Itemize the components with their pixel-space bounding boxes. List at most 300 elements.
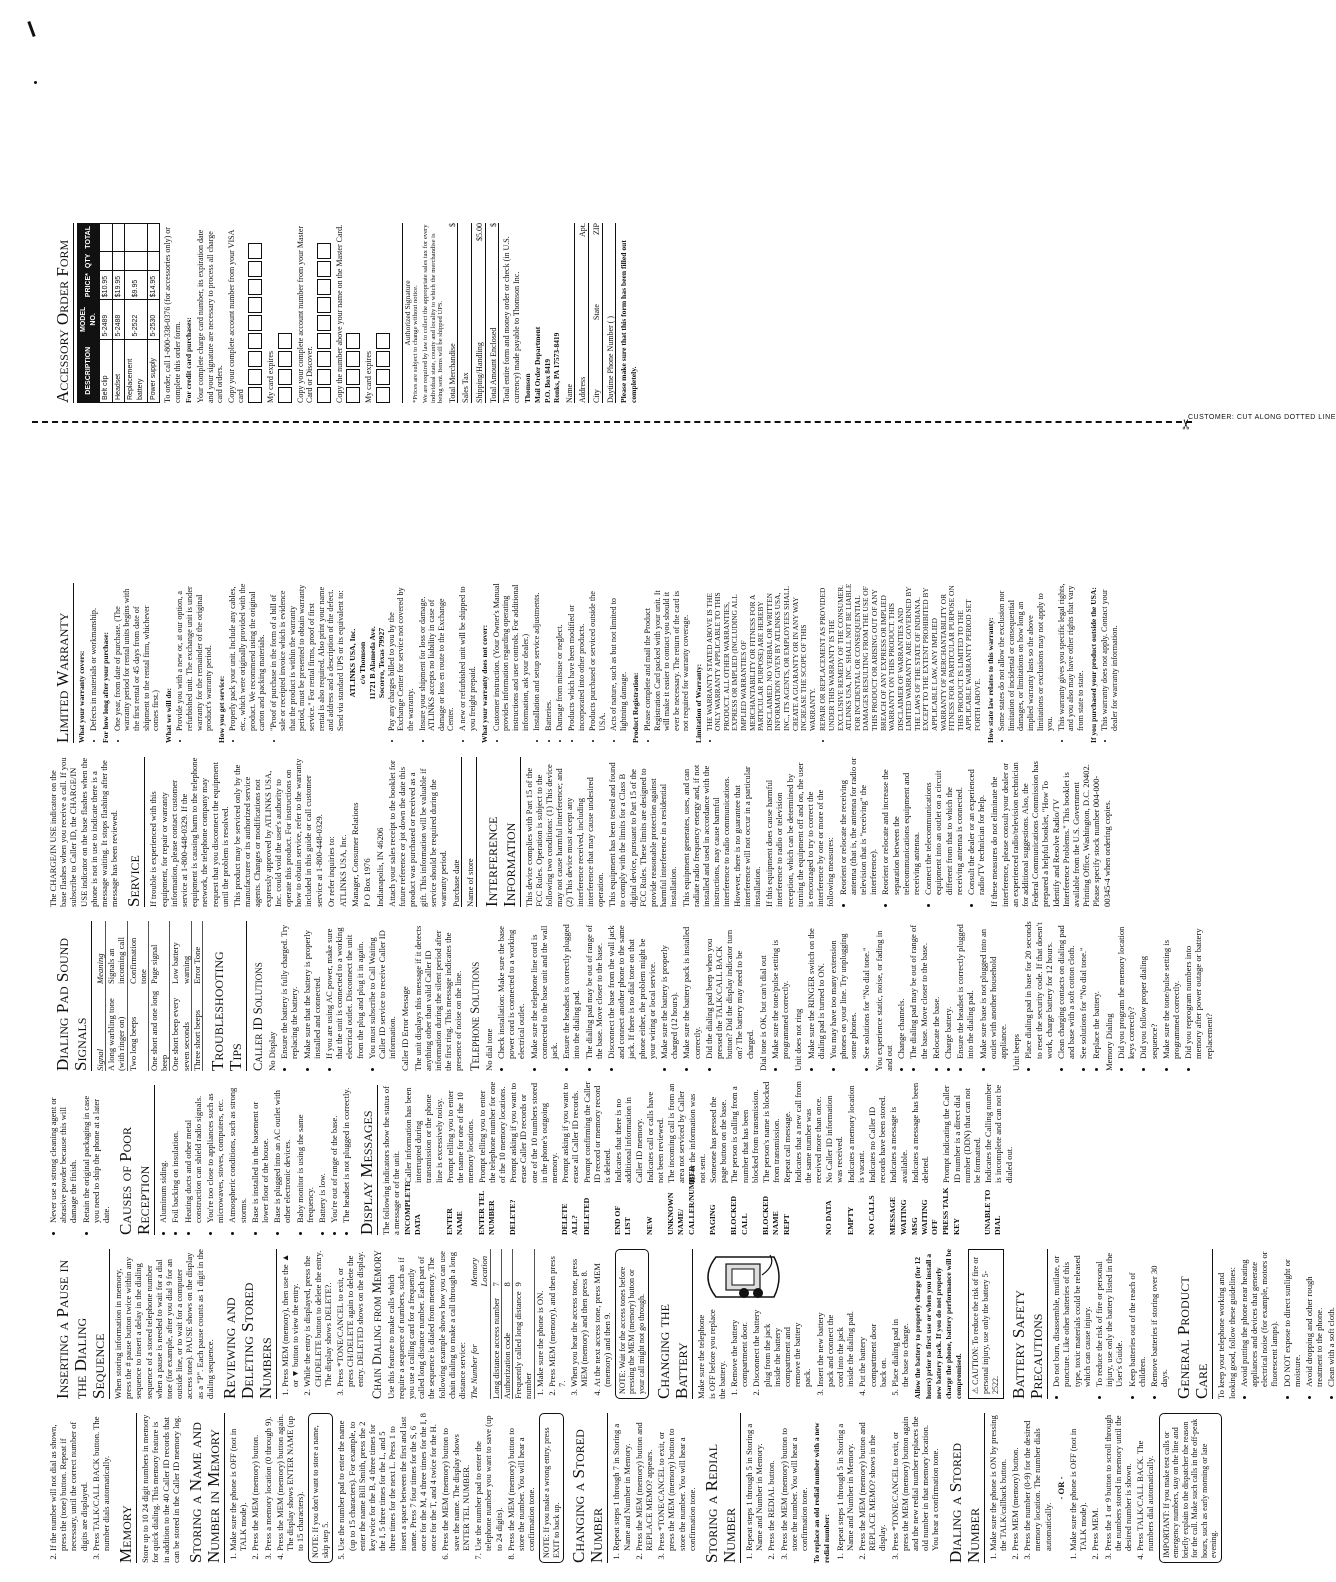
message-row (867, 1085, 887, 1235)
bullet-list (705, 583, 982, 743)
message-key: ENTER NAME (444, 1208, 464, 1235)
address-line: Socorro, Texas 79927 (376, 627, 386, 699)
list-item: • Make sure base is not plugged into an outlet with another household appliance. (977, 921, 1008, 1059)
list-item: • Customer instruction. (Your Owner's Manual provides information regarding operating instructions and user controls. For additional information, ask your dealer.) (491, 583, 529, 731)
table-row (112, 224, 125, 403)
message-row (781, 1081, 823, 1235)
message-row (581, 1081, 612, 1235)
signature-field[interactable]: Authorized Signature (401, 223, 412, 403)
table-head: MODEL NO. (77, 300, 99, 339)
bullet-list (643, 583, 691, 743)
steps-list (987, 1413, 1052, 1563)
message-row (403, 1085, 444, 1235)
address-line: ATLINKS USA, Inc. (337, 834, 348, 907)
mc-number-boxes[interactable] (316, 223, 330, 403)
message-row (559, 1082, 580, 1235)
bullet-list (997, 583, 1085, 743)
expiry-boxes[interactable] (277, 223, 291, 403)
steps-list (743, 1413, 808, 1563)
total-cell[interactable] (99, 224, 112, 252)
list-item: 5. Place dialing pad in the base to charge. (890, 1309, 910, 1387)
list-item: • Did the dialing pad beep when you pressed the TALK/CALL BACK button? Did the display indicator turn on? The battery may need to be charged. (703, 921, 754, 1059)
bullet-list (769, 921, 789, 1071)
bullet-list (158, 1085, 351, 1235)
list-item: • Damage from misuse or neglect. (555, 583, 565, 731)
list-item: • Make sure the tone/pulse setting is programmed correctly. (1160, 921, 1180, 1059)
message-value: Prompt asking if you want to erase Caller ID records or one of the 10 numbers stored in the phone's outgoing memory. (507, 1082, 559, 1183)
table-cell: Belt clip (99, 339, 112, 402)
list-item: 5. Use the number pad to enter the name (up to 15 characters). For example, to enter the name Bill Smith, press the 2 key twice for the B, 4 three times for the I, 5 three times for the L, and 5 three times for the next L. Press 1 to insert a space between the first and last name. Press 7 four times for the S, 6 once for the M, 4 three times for the I, 8 once for the T, and 4 twice for the H. (336, 1413, 438, 1551)
total-cell[interactable] (147, 224, 160, 252)
list-item: • Base is plugged into an AC outlet with other electronic devices. (272, 1085, 292, 1223)
list-item: • Retain the original packaging in case you need to ship the phone at a later date. (80, 1085, 111, 1223)
list-item: • Did you follow proper dialing sequence? (1138, 921, 1158, 1059)
field-label: Total Amount Enclosed (488, 327, 498, 403)
list-item: • "Proof of purchase in the form of a bill of sale or receipted invoice which is evidence that the product is within the warranty period, must be presented to obtain warranty service." For rental firms, proof of first rental is also required. Also print your name and address and a description of the defect. Send via standard UPS or its equivalent to: (268, 583, 345, 731)
list-item: • Base is installed in the basement or lower floor of the house. (249, 1085, 269, 1223)
subsection-title: Chain Dialing from Memory (369, 1250, 384, 1399)
list-item: • See solutions for "No dial tone." (1078, 921, 1088, 1059)
message-row (909, 1082, 940, 1235)
subheading: What your warranty covers: (76, 650, 86, 743)
list-item: 2. Press MEM. (1090, 1413, 1100, 1551)
list-item: • Products which have been modified or incorporated into other products. (566, 583, 585, 731)
list-item: • If you are using AC power, make sure that the unit is connected to a working electrical outlet. Disconnect the unit from the plug and plug it in again. (324, 921, 365, 1059)
subheading: You experience static, noise, or fading in and out (873, 930, 894, 1071)
message-value: Someone has pressed the page button on the base. (707, 1096, 728, 1183)
table-row (170, 921, 191, 1071)
list-item: • Make sure the battery pack is installed correctly. (681, 921, 701, 1059)
list-item: 3. Press the 1 or 9 button to scroll through the numbers stored in memory until the desired number is shown. (1102, 1413, 1133, 1551)
message-key: EMPTY (845, 1206, 855, 1235)
dotted-cut-line (32, 421, 1192, 423)
address-line: P O Box 1976 (361, 858, 372, 907)
list-item: 2. Disconnect the battery plug from the jack inside the battery compartment and remove the battery pack. (751, 1309, 812, 1387)
phone-field[interactable] (605, 223, 616, 403)
qty-cell[interactable] (147, 251, 160, 270)
list-item: • Products purchased or serviced outside the USA. (588, 583, 607, 731)
message-row (941, 1085, 982, 1235)
battery-illustration (696, 1249, 786, 1305)
table-cell: 9 (512, 1282, 523, 1287)
qty-cell[interactable] (124, 251, 146, 270)
subheading: How you get service: (216, 675, 226, 743)
message-key: END OF LIST (612, 1206, 632, 1235)
table-cell: A long warbling tone (with ringer on) (105, 998, 126, 1071)
section-title: General Product Care (1175, 1249, 1213, 1399)
list-item: • Did you program the memory location keys correctly? (1116, 921, 1136, 1059)
list-item: 4. Put the battery compartment door back on. (857, 1309, 888, 1387)
subheading: How state law relates to this warranty: (985, 617, 995, 743)
table-row (99, 224, 112, 403)
table-cell: Page signal (148, 944, 159, 984)
bullet-list (805, 921, 870, 1071)
bullet-list (175, 583, 213, 743)
field-label: My card expires (363, 351, 373, 403)
address-line: P.O. Box 8419 (542, 358, 552, 403)
message-value: The incoming call is from an area not serviced by Caller ID or the information was not sent. (665, 1083, 707, 1183)
message-value: Indicates a message is available. (887, 1106, 909, 1183)
message-key: INCOMPLETE DATA (402, 1181, 422, 1235)
table-cell: Power supply (147, 339, 160, 402)
column-pause-battery (48, 1249, 1336, 1399)
bullet-list (491, 583, 628, 743)
message-value: Repeat call message. Indicates that a new call from the same number was received more than once. (781, 1081, 823, 1183)
message-row (888, 1085, 908, 1235)
table-head: DESCRIPTION (77, 339, 99, 402)
list-item: • The dialing pad may be out of range of the base. Move closer to the base. (908, 921, 928, 1059)
list-item: • Make sure the battery is properly charged (12 hours). (658, 921, 678, 1059)
paragraph: When storing information in memory, press the # pause button twice within any sequence to insert a delay in the dialing sequence of a stored telephone number when a pause is needed to wait for a dial tone (for example, after you dial 9 for an outside line, or to wait for a computer access tone). PAUSE shows on the display as a "P". Each pause counts as 1 digit in the dialing sequence. (112, 1249, 215, 1399)
section-title: Storing a Name and Number in Memory (187, 1413, 225, 1563)
list-item: • The dialing pad may be out of range of the base. Move closer to the base. (583, 921, 603, 1059)
table-cell: Error Tone (191, 946, 202, 984)
list-item: • Relocate the base. (930, 921, 940, 1059)
table-cell: Confirmation tone (127, 937, 148, 984)
message-row (760, 1081, 781, 1235)
table-row (127, 921, 148, 1071)
field-label: Address (577, 376, 587, 403)
list-item: • You're out of range of the base. (329, 1085, 339, 1223)
subheading: Unit beeps (1010, 1034, 1021, 1071)
bullet-list (1238, 1249, 1336, 1399)
paragraph: This product may be serviced only by the manufacturer or its authorized service agents. Changes or modifications not expressly approved by ATLINKS USA, Inc. could void the user's authority to operate this product. For instructions on how to obtain service, refer to the warranty included in this guide or call customer service at 1-800-448-0329. (231, 758, 324, 907)
list-item: 3. When you hear the access tone, press MEM (memory) and then press 8. (569, 1249, 589, 1387)
list-item: 3. Press a memory location (0 through 9). (262, 1413, 272, 1551)
list-item: 2. Press MEM (memory), and then press 7. (546, 1249, 566, 1387)
list-item: 2. If the number will not dial as shown, press the (tone) button. Repeat if necessary, until the correct number of digits are displayed. (48, 1413, 89, 1551)
column-reception-display (47, 1081, 1182, 1235)
battery-warning: Allow the battery to properly charge (for 12 hours) prior to first use or when you install a new battery pack. If you do not properly charge the phone, battery performance will be compromised. (912, 1249, 963, 1399)
message-value: Indicates a memory location is vacant. (845, 1085, 866, 1183)
section-title: Interference Information (482, 757, 520, 907)
message-value: Indicates a message has been deleted. (909, 1082, 930, 1183)
column-warranty (48, 583, 1182, 743)
table-cell: 5-2489 (99, 300, 112, 339)
paragraph: If these measures do not eliminate the interference, please consult your dealer or an experienced radio/television technician for additional suggestions. Also, the Federal Communications Commission has prepared a helpful booklet, "How To Identify and Resolve Radio/TV Interference Problems." This booklet is available from the U.S. Government Printing Office, Washington, D.C. 20402. Please specify stock number 004-000-00345-4 when ordering copies. (988, 761, 1112, 907)
list-item: 1. Make sure the phone is ON. (534, 1249, 544, 1387)
list-item: • Disconnect the base from the wall jack and connect another phone to the same jack. If there is no dial tone on that phone either, the problem might be your wiring or local service. (605, 921, 656, 1059)
list-item: 1. Make sure the phone is OFF (not in TALK mode). (1068, 1413, 1088, 1551)
total-cell[interactable] (124, 224, 146, 252)
paragraph: This device complies with Part 15 of the FCC Rules. Operation is subject to the following two conditions: (1) This device may not cause harmful interference; and (2) This device must accept any interference received, including interference that may cause undesired operation. (523, 764, 605, 907)
table-head: QTY (77, 251, 99, 270)
subheading: What your warranty does not cover: (479, 624, 489, 743)
or-divider: - OR - (1055, 1476, 1066, 1500)
message-key: MESSAGE WAITING (887, 1196, 908, 1235)
list-item: • Check installation: Make sure the base power cord is connected to a working electrical outlet. (495, 921, 526, 1059)
table-row (124, 224, 146, 403)
name-field[interactable] (564, 223, 575, 403)
message-row (444, 1085, 475, 1235)
section-title: Dialing a Stored Number (946, 1413, 984, 1563)
message-value: Prompt indicating the Caller ID number is a direct dial number (DDN) that can not be formatted. (940, 1085, 982, 1183)
address-line: Ronks, PA 17573-8419 (551, 332, 561, 403)
list-item: 7. Use the number pad to enter the telephone number you want to save (up to 24 digits). (473, 1413, 504, 1551)
list-item: • Clean charging contacts on dialing pad and base with a soft cotton cloth. (1056, 921, 1076, 1059)
list-item: • A new or refurbished unit will be shipped to you freight prepaid. (457, 583, 476, 731)
paragraph: The unit displays this message if it detects anything other than valid Caller ID information during the silent period after the first ring. This message indicates the presence of noise on the line. (412, 925, 463, 1071)
qty-cell[interactable] (99, 251, 112, 270)
accessory-table (77, 223, 160, 403)
table-cell: 7 (490, 1282, 501, 1287)
table-cell: One short beep every seven seconds (169, 997, 191, 1071)
list-item: 3. Insert the new battery pack and connect the cord into the jack inside the dialing pad. (814, 1309, 855, 1387)
table-cell: Authorization code (501, 1332, 512, 1399)
table-row (490, 1249, 501, 1399)
list-item: • Did you reprogram numbers into memory after power outage or battery replacement? (1183, 921, 1214, 1059)
paragraph: The following indicators show the status of a message or of the unit. (380, 1086, 401, 1235)
paragraph: Copy your complete account number from your VISA card (226, 230, 245, 403)
cut-instruction: CUSTOMER: CUT ALONG DOTTED LINE (1187, 414, 1336, 421)
section-title: Inserting a Pause in the Dialing Sequence (54, 1249, 110, 1399)
table-cell: Low battery warning (169, 942, 191, 984)
steps-list (729, 1309, 910, 1399)
list-item: • REPAIR OR REPLACEMENT AS PROVIDED UNDER THIS WARRANTY IS THE EXCLUSIVE REMEDY OF THE CONSUMER. ATLINKS USA, INC. SHALL NOT BE LIABLE FOR INCIDENTAL OR CONSEQUENTIAL DAMAGES RESULTING FROM THE USE OF THIS PRODUCT OR ARISING OUT OF ANY BREACH OF ANY EXPRESS OR IMPLIED WARRANTY ON THIS PRODUCT. THIS DISCLAIMER OF WARRANTIES AND LIMITED WARRANTY ARE GOVERNED BY THE LAWS OF THE STATE OF INDIANA. EXCEPT TO THE EXTENT PROHIBITED BY APPLICABLE LAW, ANY IMPLIED WARRANTY OF MERCHANTABILITY OR FITNESS FOR A PARTICULAR PURPOSE ON THIS PRODUCT IS LIMITED TO THE APPLICABLE WARRANTY PERIOD SET FORTH ABOVE. (819, 583, 982, 731)
address-line: c/o Thomson (357, 641, 367, 685)
subheading: What we will do: (163, 687, 173, 743)
rotated-document-sheet (12, 11, 1336, 1571)
table-head: Memory Location (468, 1255, 489, 1287)
message-value: Indicates call or calls have not been reviewed. (644, 1091, 665, 1183)
list-item: • Keep batteries out of the reach of children. (1126, 1249, 1146, 1387)
steps-list (280, 1249, 366, 1399)
message-key: REPT (781, 1214, 791, 1235)
table-row (147, 224, 160, 403)
address-line: ATLINKS USA, Inc. (347, 628, 357, 698)
field-label: Daytime Phone Number ( ) (605, 315, 615, 403)
list-item: • Reorient or relocate the receiving antenna (that is, the antenna for radio or television that is "receiving" the interference). (837, 757, 878, 895)
message-key: BLOCKED CALL (728, 1196, 749, 1235)
message-key: DELETED (581, 1197, 591, 1235)
list-item: • Charge battery. (943, 921, 953, 1059)
table-cell: $19.95 (112, 271, 125, 300)
list-item: 3. Press TALK/CALL BACK button. The number dials automatically. (90, 1413, 110, 1551)
battery-section (696, 1249, 913, 1399)
address-line: Manager, Consumer Relations (349, 802, 360, 907)
message-value: Indicates that there is no additional information in Caller ID memory. (612, 1097, 644, 1183)
shipping-value: $5.00 (474, 223, 484, 241)
paragraph: Use this feature to make calls which require a sequence of numbers, such as if you use a calling card for a frequently called long distance number. Each part of the sequence is dialed from memory. The following example shows how you can use chain dialing to make a call through a long distance service: (385, 1251, 467, 1399)
table-row (149, 921, 170, 1071)
message-row (824, 1085, 844, 1235)
bullet-list (1116, 921, 1214, 1071)
table-cell: $10.95 (99, 271, 112, 300)
list-item: • One year, from date of purchase. (The warranty period for rental units begins with the first rental or 45 days from date of shipment to the rental firm, whichever comes first.) (112, 583, 160, 731)
list-item: • You're too close to appliances such as microwaves, stoves, computers, etc. (205, 1085, 225, 1223)
message-key: UNKNOWN NAME/ CALLER/NUMBER (665, 1165, 696, 1235)
list-item: 1. Make sure the phone is ON by pressing the TALK/callback button. (987, 1413, 1007, 1551)
fine-print: *Prices are subject to change without notice. (411, 285, 419, 403)
message-key: NO DATA (823, 1200, 833, 1235)
list-item: • Foil backing on insulation. (170, 1085, 180, 1223)
total-merchandise-field[interactable]: Total Merchandise $ (447, 223, 457, 403)
table-head: The Number for (468, 1344, 479, 1399)
table-cell: 5-2488 (112, 300, 125, 339)
paragraph: Your complete charge card number, its expiration date and your signature are necessary to process all charge card orders. (195, 229, 224, 403)
field-label: My card expires (265, 351, 275, 403)
paragraph: Or refer inquiries to: (325, 836, 336, 907)
list-item: • You must subscribe to Call Waiting Caller ID service to receive Caller ID information. (366, 921, 397, 1059)
name-number-boxes[interactable] (346, 223, 360, 403)
list-item: • Baby monitor is using the same frequency. (294, 1085, 314, 1223)
total-amount-field[interactable]: Total Amount Enclosed $ (488, 223, 498, 403)
warning-triangle-icon: ⚠ (970, 1384, 979, 1394)
steps-list (336, 1413, 536, 1563)
field-label: State (591, 304, 601, 321)
field-label: Shipping/Handling (474, 342, 484, 403)
list-item: • Remove batteries if storing over 30 days. (1148, 1249, 1168, 1387)
table-head: PRICE* (77, 271, 99, 300)
list-item: • Make sure the telephone line cord is connected to the base unit and the wall jack. (528, 921, 559, 1059)
table-head: Signal (94, 1049, 105, 1071)
table-cell: Three short beeps (191, 1009, 202, 1071)
total-cell[interactable] (112, 224, 125, 252)
list-item: • Pay any charges billed to you by the Exchange Center for service not covered by the warranty. (386, 583, 415, 731)
message-row (845, 1085, 865, 1235)
message-key: BLOCKED NAME (760, 1196, 780, 1235)
shipping-field (475, 223, 486, 403)
column-memory (47, 1413, 1218, 1563)
visa-number-boxes[interactable] (247, 223, 261, 403)
section-title: Memory (117, 1413, 137, 1563)
message-value: Prompt confirming the Caller ID record or memory record is deleted. (581, 1081, 612, 1183)
field-label: City (591, 389, 601, 403)
bullet-list (1023, 921, 1100, 1071)
table-cell: Headset (112, 339, 125, 402)
subsection-title: Caller ID Solutions (250, 962, 265, 1071)
qty-cell[interactable] (112, 251, 125, 270)
list-item: • The headset is not plugged in correctly. (341, 1085, 351, 1223)
list-item: 4. Press TALK/CALL BACK. The numbers dial automatically. (1135, 1413, 1155, 1551)
paragraph: Copy the number above your name on the Master Card. (334, 224, 344, 403)
list-item: • Aluminum siding. (158, 1085, 168, 1223)
table-cell: Signals an incoming call (105, 936, 126, 984)
bullet-list (896, 921, 1008, 1071)
paragraph: To keep your telephone working and looking good, follow these guidelines: (1215, 1267, 1237, 1399)
list-item: • Replace the battery. (1090, 921, 1100, 1059)
list-item: • Do not burn, disassemble, mutilate, or puncture. Like other batteries of this type, toxic materials could be released which can cause injury. (1051, 1249, 1092, 1387)
sales-tax-field[interactable] (461, 223, 472, 403)
store-name-field[interactable] (465, 757, 476, 907)
steps-list (1068, 1413, 1156, 1563)
bullet-list (1051, 1249, 1169, 1399)
message-value: Indicates no Caller ID records have been stored. (866, 1095, 887, 1183)
message-row (644, 1085, 664, 1235)
list-item: 2. While the entry is displayed, press the CH/DELETE button to delete the entry. The display shows DELETE?. (302, 1249, 333, 1387)
caution-box (967, 1249, 1004, 1399)
address-line: Thomson (522, 373, 532, 403)
table-row (191, 921, 202, 1071)
steps-list (228, 1413, 305, 1563)
message-key: DELETE? (507, 1199, 517, 1235)
expiry-boxes[interactable] (375, 223, 389, 403)
paragraph: To order, call 1-800-338-0376 (for accessories only) or complete this order form. (162, 227, 182, 403)
list-item: • Ensure the battery is fully charged. Try replacing the battery. (279, 921, 299, 1059)
column-order-form (48, 223, 1182, 403)
list-item: • Ensure the headset is correctly plugged into the dialing pad. (561, 921, 581, 1059)
list-item: • Avoid dropping and other rough treatment to the phone. (1303, 1249, 1323, 1387)
bullet-list (112, 583, 160, 743)
list-item: 2. Press the MEM (memory) button and REPLACE MEMO? shows in the display. (856, 1413, 887, 1551)
section-title: Reviewing and Deleting Stored Numbers (221, 1249, 277, 1399)
message-row (983, 1085, 1014, 1235)
list-item: • See solutions for "No dial tone." (860, 921, 870, 1059)
section-title: Service (125, 757, 145, 907)
message-key: PRESS TALK KEY (940, 1187, 961, 1235)
section-title: Battery Safety Precautions (1010, 1249, 1048, 1399)
address-field[interactable] (578, 223, 589, 403)
message-value: Prompt telling you to enter the name for one of the 10 memory locations. (444, 1090, 475, 1183)
table-cell: Replacement battery (124, 339, 146, 402)
list-item: 2. Press the MEM (memory) button and REPLACE MEMO? appears. (633, 1413, 653, 1551)
list-item: 1. Press MEM (memory), then use the ▲ or ▼ button to view the entry. (280, 1249, 300, 1387)
list-item: • Ensure the headset is correctly plugged into the dialing pad. (955, 921, 975, 1059)
list-item: • Atmospheric conditions, such as strong storms. (227, 1085, 247, 1223)
bullet-list (48, 1085, 111, 1235)
list-item: 3. Press *TONE/CANCEL to exit, or press the MEM (memory) button to store the number. You will hear a confirmation tone. (656, 1413, 697, 1551)
message-value: Prompt telling you to enter the telephone number for one of the 10 memory locations. (476, 1081, 507, 1183)
note-box: NOTE: Wait for the access tones before pressing the MEM (memory) button or your call might not go through. (614, 1249, 649, 1399)
address-line: 11721 B Alameda Ave. (367, 626, 377, 700)
list-item: • Battery is low. (317, 1085, 327, 1223)
message-key: NEW (644, 1216, 654, 1235)
field-label: Total Merchandise (447, 343, 457, 403)
paragraph: Total entire form and money order or check (in U.S. currency) made payable to Thomson Inc. (501, 236, 521, 403)
message-key: DELETE ALL? (559, 1203, 579, 1235)
list-item: • Make sure that the battery is properly installed and connected. (301, 921, 321, 1059)
message-value: Prompt asking if you want to erase all Caller ID records. (559, 1082, 580, 1183)
message-row (729, 1085, 760, 1235)
address-line: Mail Order Department (532, 326, 542, 403)
address-line: Indianapolis, IN 46206 (374, 827, 385, 907)
fine-print: We are required by law to collect the appropriate sales tax for every individual state, county and locality to which the merchandise is being sent. Items will be shipped UPS. (421, 224, 444, 403)
message-value: The person's name is blocked from transmission. (760, 1081, 781, 1183)
section-title: Changing a Stored Number (570, 1413, 608, 1563)
signals-header (95, 921, 106, 1071)
list-item: • Change channels. (896, 921, 906, 1059)
list-item: 8. Press the MEM (memory) button to store the number. You will hear a confirmation tone. (505, 1413, 536, 1551)
list-item: • Please complete and mail the Product Registration Card packed with your unit. It will make it easier to contact you should it ever be necessary. The return of the card is not required for warranty coverage. (643, 583, 691, 731)
subheading: No Display (266, 1031, 277, 1071)
city-field[interactable] (591, 223, 602, 403)
field-label: Name of store (464, 858, 475, 907)
bullet-list (386, 583, 476, 743)
subheading: Product Registration: (630, 672, 640, 743)
message-row (613, 1085, 644, 1235)
purchase-date-field[interactable] (451, 757, 462, 907)
table-cell: 8 (501, 1282, 512, 1287)
table-head: Meaning (94, 953, 105, 984)
table-cell: Long distance access number (490, 1298, 501, 1399)
list-item: 3. Press *TONE/CANCEL to exit, or press CH/DELETE again to delete the entry. DELETED shows on the display. (335, 1249, 366, 1387)
table-cell: $14.95 (147, 271, 160, 300)
subheading: If you purchased your product outside the USA: (1088, 587, 1098, 743)
section-title: Changing the Battery (655, 1249, 693, 1399)
subheading: Memory Dialing (1103, 1013, 1114, 1071)
exchange-address (348, 583, 386, 743)
list-item: 2. Press the MEM (memory) button. (250, 1413, 260, 1551)
table-cell: Frequently called long distance number (512, 1291, 533, 1399)
table-row (513, 1249, 534, 1399)
scan-mark (27, 21, 35, 37)
subsection-title: Telephone Solutions (467, 961, 482, 1071)
bullet-list (1100, 583, 1119, 743)
list-item: • Make sure the RINGER switch on the dialing pad is turned to ON. (805, 921, 825, 1059)
subheading: For credit card purchases: (183, 317, 193, 403)
battery-text (696, 1309, 913, 1399)
message-row (666, 1085, 707, 1235)
